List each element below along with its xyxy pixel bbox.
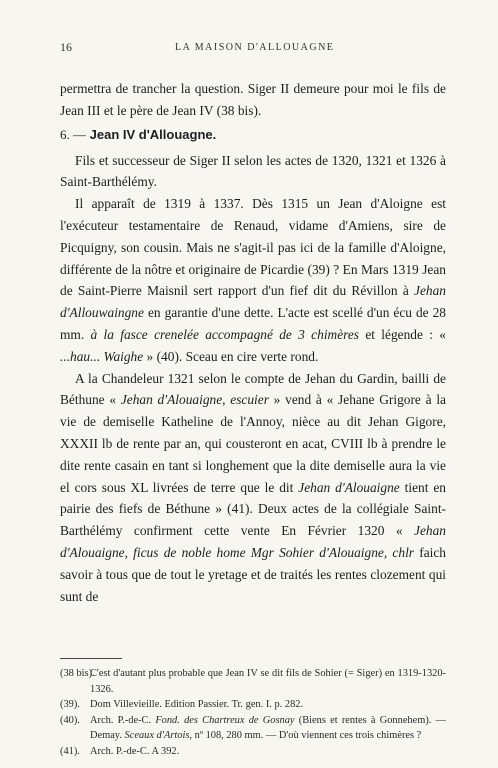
italic-quote: Jehan d'Alouaigne, ficus de noble home Mgr Sohier d'Alouaigne, chlr — [60, 523, 446, 560]
paragraph-2: Fils et successeur de Siger II selon les actes de 1320, 1321 et 1326 à Saint-Barthélémy. — [60, 152, 446, 190]
italic-source: Fond. des Chartreux de Gosnay — [155, 714, 295, 726]
footnote-mark: (41). — [60, 745, 80, 757]
paragraph-1: permettra de trancher la question. Siger II demeure pour moi le fils de Jean III et le père de Jean IV (38 bis). — [60, 81, 446, 118]
footnote: (40). Arch. P.-de-C. Fond. des Chartreux de Gosnay (Biens et rentes à Gonnehem). — Demay. Sceaux d'Artois, nº 108, 280 mm. — D'où viennent ces trois chimères ? — [60, 714, 446, 742]
paragraph-3: Il apparaît de 1319 à 1337. Dès 1315 un Jean d'Aloigne est l'exécuteur testamentaire de Renaud, vidame d'Amiens, sire de Picquigny, son cousin. Mais ne s'agit-il pas ici de la famille d'Aloigne, différente de la nôtre et originaire de Picardie (39) ? En Mars 1319 Jean de Saint-Pierre Maisnil sert rapport d'un fief dit du Révillon à Jehan d'Allouwaingne en garantie d'une dette. L'acte est scellé d'un écu de 28 mm. à la fasce crenelée accompagné de 3 chimères et légende : « ...hau... Waighe » (40). Sceau en cire verte rond. — [60, 196, 446, 364]
italic-name: Jehan d'Alouaigne, escuier — [120, 392, 269, 408]
footnote-mark: (38 bis). — [60, 668, 95, 679]
italic-blazon: à la fasce crenelée accompagné de 3 chimères — [90, 326, 360, 342]
footnote-text: Arch. P.-de-C. A 392. — [90, 745, 180, 757]
section-heading — [60, 125, 446, 145]
italic-source: Sceaux d'Artois — [124, 730, 190, 742]
italic-name: Jehan d'Allouwaingne — [60, 283, 446, 321]
section-number: 6. — — [60, 126, 86, 142]
footnote — [60, 744, 446, 760]
main-text — [60, 78, 446, 607]
footnote-text: C'est d'autant plus probable que Jean IV se dit fils de Sohier (= Siger) en 1319-1320-1326. — [90, 668, 446, 695]
footnote-rule — [60, 658, 122, 659]
italic-legend: ...hau... Waighe — [60, 348, 144, 364]
footnote — [60, 697, 446, 713]
footnote-mark: (39). — [60, 699, 80, 711]
page-number: 16 — [60, 40, 72, 54]
italic-name: Jehan d'Alouaigne — [298, 479, 400, 495]
footnote-text: Dom Villevieille. Edition Passier. Tr. gen. I. p. 282. — [90, 699, 304, 711]
footnotes — [60, 666, 446, 760]
footnote — [60, 666, 446, 697]
paragraph-4: A la Chandeleur 1321 selon le compte de Jehan du Gardin, bailli de Béthune « Jehan d'Alouaigne, escuier » vend à « Jehane Grigore à la vie de demiselle Katheline de l'Annoy, nièce au dit Jehan Gigore, XXXII lb de rente par an, qui cousteront en acat, CVIII lb à prendre le dite rente casain en tant si longhement que la dite demiselle aura la vie el cors sous XL livrées de terre que le dit Jehan d'Alouaigne tient en pairie des fiefs de Béthune » (41). Deux actes de la collégiale Saint-Barthélémy confirment cette vente En Février 1320 « Jehan d'Alouaigne, ficus de noble home Mgr Sohier d'Alouaigne, chlr faich savoir à tous que de tout le yretage et de traités les rentes clozement qui sunt de — [60, 370, 447, 604]
page-header — [60, 40, 445, 56]
footnote-mark: (40). — [60, 714, 80, 726]
section-title: Jean IV d'Allouagne. — [89, 126, 217, 142]
running-head: LA MAISON D'ALLOUAGNE — [175, 42, 335, 53]
